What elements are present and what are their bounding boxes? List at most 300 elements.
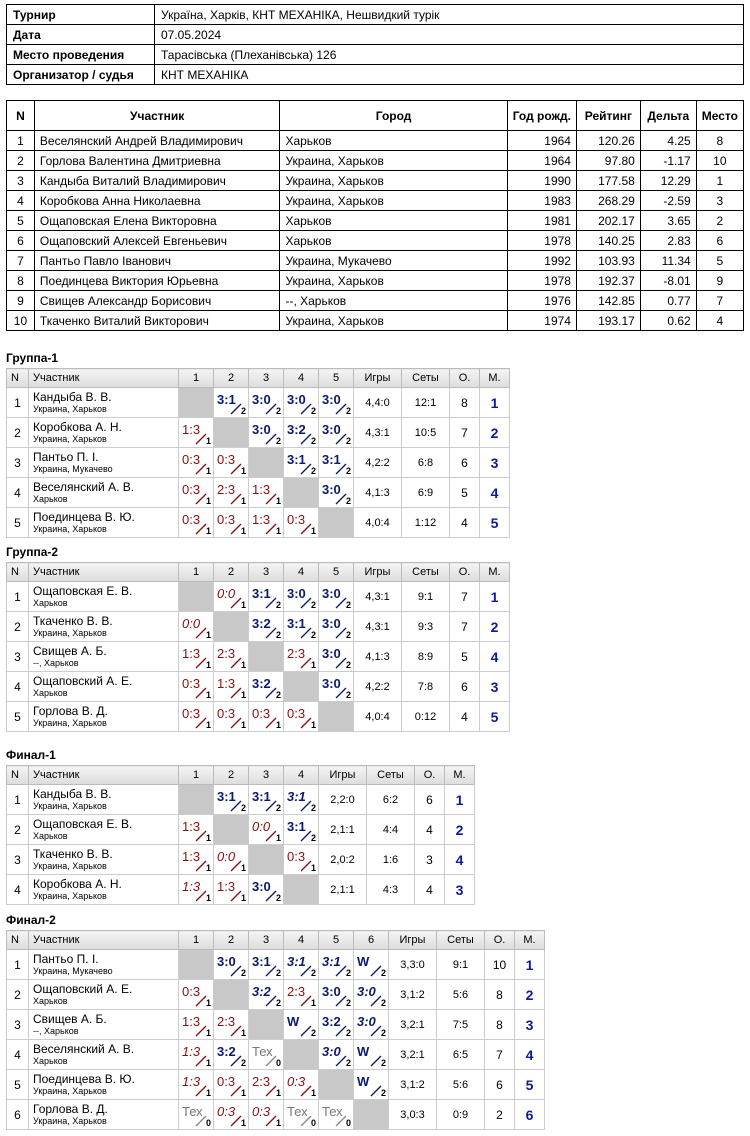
match-points: 1 <box>240 600 246 610</box>
match-points: 1 <box>205 998 211 1008</box>
group-row <box>7 1040 545 1070</box>
participant-row <box>7 171 744 191</box>
column-header: Сеты <box>367 766 415 785</box>
participant-cell: 2 <box>696 211 743 231</box>
player-city: Украина, Мукачево <box>33 965 113 976</box>
match-score: 3:0 <box>322 392 341 407</box>
column-header: Место <box>696 101 743 131</box>
match-points: 1 <box>240 893 246 903</box>
match-score: 3:2 <box>287 422 306 437</box>
player-cell <box>29 815 179 845</box>
match-score: 0:3 <box>217 1074 236 1089</box>
match-result-cell <box>214 582 249 612</box>
match-points: 2 <box>310 833 316 843</box>
match-points: 1 <box>205 660 211 670</box>
match-score: 3:1 <box>287 819 306 834</box>
match-result-cell <box>179 478 214 508</box>
place-stat: 5 <box>480 702 510 732</box>
match-score: 0:3 <box>217 1104 236 1119</box>
player-name: Ощаповский А. Е. <box>33 981 133 996</box>
match-points: 1 <box>240 466 246 476</box>
match-score: 1:3 <box>217 676 236 691</box>
place-stat: 3 <box>515 1010 545 1040</box>
match-points: 2 <box>310 436 316 446</box>
match-result-cell <box>214 388 249 418</box>
match-score: 1:3 <box>252 482 271 497</box>
player-name: Ткаченко В. В. <box>33 613 113 628</box>
match-score: Тех <box>252 1044 273 1059</box>
points-stat: 8 <box>485 980 515 1010</box>
row-number: 2 <box>7 980 29 1010</box>
match-points: 2 <box>345 496 351 506</box>
participant-row <box>7 291 744 311</box>
group-row <box>7 845 475 875</box>
row-number: 1 <box>7 388 29 418</box>
column-header: 4 <box>284 766 319 785</box>
match-score: 0:0 <box>182 616 201 631</box>
row-number: 5 <box>7 508 29 538</box>
player-city: Украина, Харьков <box>33 1085 107 1096</box>
row-number: 3 <box>7 642 29 672</box>
participant-row <box>7 231 744 251</box>
match-score: 0:3 <box>287 849 306 864</box>
self-cell <box>284 1040 319 1070</box>
match-result-cell <box>319 388 354 418</box>
match-points: 1 <box>205 863 211 873</box>
match-points: 1 <box>240 863 246 873</box>
match-score: Тех <box>287 1104 308 1119</box>
match-result-cell <box>284 1070 319 1100</box>
match-result-cell <box>179 448 214 478</box>
self-cell <box>214 815 249 845</box>
match-points: 2 <box>380 1088 386 1098</box>
participant-cell: 4 <box>7 191 35 211</box>
info-key: Место проведения <box>7 45 155 65</box>
match-result-cell <box>179 612 214 642</box>
match-points: 1 <box>205 1058 211 1068</box>
match-result-cell <box>249 815 284 845</box>
participant-cell: Пантьо Павло Іванович <box>34 251 280 271</box>
column-header: М. <box>480 563 510 582</box>
match-points: 2 <box>310 406 316 416</box>
games-stat: 4,2:2 <box>354 448 402 478</box>
participant-cell: Ощаповская Елена Викторовна <box>34 211 280 231</box>
player-cell <box>29 508 179 538</box>
column-header: Участник <box>29 766 179 785</box>
player-cell <box>29 980 179 1010</box>
player-city: Украина, Харьков <box>33 717 107 728</box>
match-result-cell <box>249 980 284 1010</box>
participant-cell: 1990 <box>507 171 576 191</box>
participant-cell: Поединцева Виктория Юрьевна <box>34 271 280 291</box>
match-result-cell <box>284 980 319 1010</box>
games-stat: 3,2:1 <box>389 1010 437 1040</box>
place-stat: 2 <box>480 612 510 642</box>
player-name: Пантьо П. І. <box>33 449 99 464</box>
match-points: 1 <box>275 1088 281 1098</box>
group-row <box>7 642 510 672</box>
match-points: 0 <box>275 1058 281 1068</box>
match-score: 3:1 <box>322 954 341 969</box>
match-score: W <box>287 1014 300 1029</box>
match-points: 2 <box>310 466 316 476</box>
participant-cell: 7 <box>7 251 35 271</box>
match-result-cell <box>249 875 284 905</box>
participant-cell: 4.25 <box>640 131 696 151</box>
self-cell <box>179 950 214 980</box>
games-stat: 3,3:0 <box>389 950 437 980</box>
info-value: Україна, Харків, КНТ МЕХАНІКА, Нешвидкий турік <box>155 5 744 25</box>
match-score: 3:0 <box>252 422 271 437</box>
match-points: 1 <box>240 660 246 670</box>
match-result-cell <box>284 702 319 732</box>
match-score: 3:1 <box>252 586 271 601</box>
match-result-cell <box>249 612 284 642</box>
column-header: Участник <box>29 369 179 388</box>
match-result-cell <box>284 612 319 642</box>
match-points: 2 <box>275 893 281 903</box>
column-header: 3 <box>249 766 284 785</box>
match-result-cell <box>354 1070 389 1100</box>
sets-stat: 7:5 <box>437 1010 485 1040</box>
self-cell <box>249 845 284 875</box>
self-cell <box>284 875 319 905</box>
group-row <box>7 1070 545 1100</box>
participant-cell: 1978 <box>507 271 576 291</box>
column-header: 5 <box>319 563 354 582</box>
match-score: 1:3 <box>182 879 201 894</box>
match-score: 2:3 <box>287 984 306 999</box>
match-points: 2 <box>345 630 351 640</box>
match-points: 2 <box>275 406 281 416</box>
place-stat: 5 <box>515 1070 545 1100</box>
match-score: 0:3 <box>182 676 201 691</box>
match-score: 0:3 <box>252 706 271 721</box>
participant-cell: 8 <box>696 131 743 151</box>
participant-cell: 9 <box>7 291 35 311</box>
points-stat: 2 <box>485 1100 515 1130</box>
self-cell <box>284 672 319 702</box>
player-cell <box>29 845 179 875</box>
player-name: Веселянский А. В. <box>33 1041 135 1056</box>
match-result-cell <box>319 612 354 642</box>
match-points: 1 <box>240 1118 246 1128</box>
player-name: Горлова В. Д. <box>33 1101 108 1116</box>
participant-cell: Харьков <box>280 231 507 251</box>
match-points: 2 <box>310 1028 316 1038</box>
player-name: Свищев А. Б. <box>33 643 107 658</box>
match-result-cell <box>249 950 284 980</box>
group-header-row <box>7 931 545 950</box>
match-score: 1:3 <box>182 1044 201 1059</box>
column-header: 1 <box>179 931 214 950</box>
match-score: 2:3 <box>287 646 306 661</box>
match-score: 0:3 <box>182 706 201 721</box>
column-header: Сеты <box>437 931 485 950</box>
column-header: Игры <box>389 931 437 950</box>
match-score: 2:3 <box>217 1014 236 1029</box>
points-stat: 4 <box>415 875 445 905</box>
match-points: 2 <box>345 998 351 1008</box>
points-stat: 5 <box>450 478 480 508</box>
points-stat: 3 <box>415 845 445 875</box>
sets-stat: 10:5 <box>402 418 450 448</box>
self-cell <box>284 478 319 508</box>
match-points: 2 <box>310 600 316 610</box>
place-stat: 1 <box>515 950 545 980</box>
player-name: Веселянский А. В. <box>33 479 135 494</box>
column-header: Дельта <box>640 101 696 131</box>
self-cell <box>319 508 354 538</box>
column-header: N <box>7 931 29 950</box>
match-score: 3:1 <box>217 392 236 407</box>
row-number: 4 <box>7 1040 29 1070</box>
place-stat: 2 <box>515 980 545 1010</box>
group-grid <box>6 930 545 1130</box>
row-number: 2 <box>7 418 29 448</box>
match-result-cell <box>214 785 249 815</box>
match-result-cell <box>354 980 389 1010</box>
match-score: 3:2 <box>322 1014 341 1029</box>
match-points: 2 <box>345 1028 351 1038</box>
participant-cell: 6 <box>7 231 35 251</box>
match-result-cell <box>319 418 354 448</box>
match-points: 2 <box>380 968 386 978</box>
row-number: 2 <box>7 612 29 642</box>
points-stat: 4 <box>450 702 480 732</box>
match-result-cell <box>179 702 214 732</box>
participant-cell: 1976 <box>507 291 576 311</box>
games-stat: 4,0:4 <box>354 702 402 732</box>
match-result-cell <box>214 1010 249 1040</box>
match-result-cell <box>319 448 354 478</box>
player-cell <box>29 672 179 702</box>
player-city: Украина, Мукачево <box>33 463 113 474</box>
match-score: 3:1 <box>287 954 306 969</box>
place-stat: 3 <box>445 875 475 905</box>
points-stat: 7 <box>450 612 480 642</box>
sets-stat: 5:6 <box>437 980 485 1010</box>
points-stat: 5 <box>450 642 480 672</box>
column-header: М. <box>480 369 510 388</box>
participant-cell: Коробкова Анна Николаевна <box>34 191 280 211</box>
match-result-cell <box>249 1070 284 1100</box>
match-result-cell <box>284 582 319 612</box>
participant-row <box>7 211 744 231</box>
match-result-cell <box>249 478 284 508</box>
participant-cell: 1978 <box>507 231 576 251</box>
player-city: Украина, Харьков <box>33 860 107 871</box>
match-result-cell <box>284 815 319 845</box>
player-city: Харьков <box>33 995 68 1006</box>
match-score: W <box>357 1044 370 1059</box>
match-points: 2 <box>275 803 281 813</box>
match-points: 1 <box>275 833 281 843</box>
group-row <box>7 950 545 980</box>
match-result-cell <box>214 1040 249 1070</box>
place-stat: 1 <box>480 582 510 612</box>
match-result-cell <box>214 845 249 875</box>
match-result-cell <box>249 672 284 702</box>
participant-cell: Украина, Харьков <box>280 151 507 171</box>
match-score: 1:3 <box>182 422 201 437</box>
group-row <box>7 1100 545 1130</box>
group-row <box>7 508 510 538</box>
points-stat: 7 <box>450 582 480 612</box>
match-score: 3:0 <box>357 1014 376 1029</box>
games-stat: 2,2:0 <box>319 785 367 815</box>
group-grid <box>6 765 475 905</box>
match-score: 3:0 <box>322 616 341 631</box>
match-points: 1 <box>205 466 211 476</box>
match-result-cell <box>354 1040 389 1070</box>
participant-cell: 1 <box>696 171 743 191</box>
self-cell <box>319 1070 354 1100</box>
group-row <box>7 785 475 815</box>
player-name: Ткаченко В. В. <box>33 846 113 861</box>
match-score: 3:0 <box>322 984 341 999</box>
player-cell <box>29 418 179 448</box>
participant-cell: Ощаповский Алексей Евгеньевич <box>34 231 280 251</box>
self-cell <box>179 388 214 418</box>
match-score: 3:0 <box>217 954 236 969</box>
match-result-cell <box>179 1010 214 1040</box>
participant-row <box>7 271 744 291</box>
participant-cell: 268.29 <box>576 191 640 211</box>
player-city: Украина, Харьков <box>33 523 107 534</box>
participant-cell: -8.01 <box>640 271 696 291</box>
info-row <box>7 5 744 25</box>
match-result-cell <box>179 815 214 845</box>
match-score: 3:0 <box>252 392 271 407</box>
row-number: 3 <box>7 1010 29 1040</box>
match-result-cell <box>319 642 354 672</box>
games-stat: 4,4:0 <box>354 388 402 418</box>
match-score: 0:3 <box>287 1074 306 1089</box>
group-row <box>7 388 510 418</box>
match-result-cell <box>354 1010 389 1040</box>
sets-stat: 8:9 <box>402 642 450 672</box>
points-stat: 6 <box>450 448 480 478</box>
player-cell <box>29 1100 179 1130</box>
group-title: Финал-1 <box>6 748 56 762</box>
player-name: Свищев А. Б. <box>33 1011 107 1026</box>
participant-row <box>7 311 744 331</box>
match-points: 1 <box>205 690 211 700</box>
match-score: 3:1 <box>287 789 306 804</box>
match-points: 1 <box>310 1088 316 1098</box>
participant-cell: 10 <box>7 311 35 331</box>
row-number: 5 <box>7 1070 29 1100</box>
participants-table <box>6 100 744 331</box>
participant-cell: 1964 <box>507 151 576 171</box>
participant-cell: 10 <box>696 151 743 171</box>
column-header: Игры <box>319 766 367 785</box>
sets-stat: 1:6 <box>367 845 415 875</box>
player-city: Украина, Харьков <box>33 800 107 811</box>
match-score: W <box>357 1074 370 1089</box>
self-cell <box>214 612 249 642</box>
match-points: 2 <box>240 406 246 416</box>
match-score: 0:3 <box>182 482 201 497</box>
column-header: Сеты <box>402 563 450 582</box>
games-stat: 4,0:4 <box>354 508 402 538</box>
group-row <box>7 702 510 732</box>
match-points: 2 <box>275 690 281 700</box>
place-stat: 4 <box>445 845 475 875</box>
self-cell <box>249 448 284 478</box>
match-score: 3:2 <box>252 616 271 631</box>
sets-stat: 0:9 <box>437 1100 485 1130</box>
column-header: 6 <box>354 931 389 950</box>
group-header-row <box>7 766 475 785</box>
match-result-cell <box>319 478 354 508</box>
match-result-cell <box>179 875 214 905</box>
group-header-row <box>7 369 510 388</box>
player-city: Харьков <box>33 597 68 608</box>
match-score: 3:0 <box>287 586 306 601</box>
player-city: Харьков <box>33 830 68 841</box>
info-value: КНТ МЕХАНІКА <box>155 65 744 85</box>
match-score: W <box>357 954 370 969</box>
player-cell <box>29 1070 179 1100</box>
participant-cell: 2.83 <box>640 231 696 251</box>
sets-stat: 12:1 <box>402 388 450 418</box>
match-result-cell <box>284 388 319 418</box>
match-points: 1 <box>240 496 246 506</box>
match-result-cell <box>319 950 354 980</box>
match-score: 0:3 <box>217 706 236 721</box>
player-cell <box>29 785 179 815</box>
match-result-cell <box>284 508 319 538</box>
match-points: 1 <box>205 436 211 446</box>
column-header: N <box>7 766 29 785</box>
row-number: 6 <box>7 1100 29 1130</box>
match-points: 2 <box>345 466 351 476</box>
match-points: 2 <box>240 803 246 813</box>
place-stat: 4 <box>480 478 510 508</box>
sets-stat: 6:8 <box>402 448 450 478</box>
player-cell <box>29 642 179 672</box>
sets-stat: 7:8 <box>402 672 450 702</box>
participant-cell: Веселянский Андрей Владимирович <box>34 131 280 151</box>
info-row <box>7 45 744 65</box>
match-points: 2 <box>380 998 386 1008</box>
match-points: 0 <box>205 1118 211 1128</box>
match-points: 2 <box>240 1058 246 1068</box>
match-points: 0 <box>345 1118 351 1128</box>
match-score: 0:3 <box>287 706 306 721</box>
player-city: Украина, Харьков <box>33 433 107 444</box>
match-points: 2 <box>345 690 351 700</box>
participant-row <box>7 251 744 271</box>
match-result-cell <box>214 702 249 732</box>
match-score: 0:3 <box>252 1104 271 1119</box>
info-row <box>7 25 744 45</box>
match-score: 3:0 <box>287 392 306 407</box>
match-points: 1 <box>205 893 211 903</box>
place-stat: 4 <box>480 642 510 672</box>
self-cell <box>354 1100 389 1130</box>
column-header: 1 <box>179 766 214 785</box>
info-key: Дата <box>7 25 155 45</box>
column-header: Участник <box>29 563 179 582</box>
match-score: Тех <box>182 1104 203 1119</box>
match-result-cell <box>319 1010 354 1040</box>
match-result-cell <box>319 980 354 1010</box>
group-row <box>7 1010 545 1040</box>
player-name: Ощаповская Е. В. <box>33 816 133 831</box>
